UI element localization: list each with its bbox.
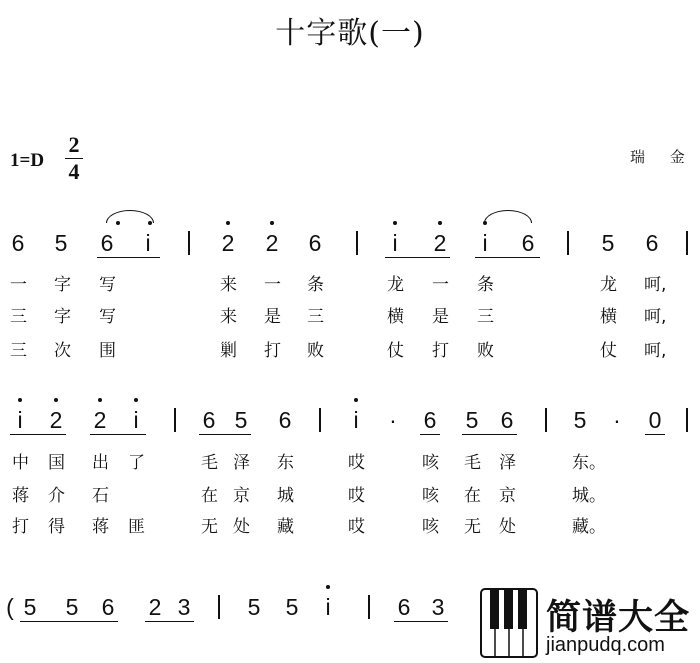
lyric-syllable: 败 — [477, 341, 494, 361]
composer-credit: 瑞 金 — [630, 148, 695, 166]
note: 6 — [423, 407, 437, 433]
underline — [10, 434, 66, 435]
lyric-syllable: 哎 — [348, 517, 365, 537]
lyric-syllable: 龙 — [600, 275, 617, 295]
note: 6 — [11, 230, 25, 256]
note: 3 — [431, 594, 445, 620]
note: i — [353, 407, 359, 433]
octave-dot — [354, 398, 358, 402]
note: i — [145, 230, 151, 256]
lyric-syllable: 毛 — [464, 453, 481, 473]
note: 5 — [234, 407, 248, 433]
augmentation-dot: · — [389, 407, 397, 433]
note: 5 — [601, 230, 615, 256]
augmentation-dot: · — [613, 407, 621, 433]
lyric-syllable: 匪 — [128, 517, 145, 537]
lyric-syllable: 打 — [12, 517, 29, 537]
note: 6 — [521, 230, 535, 256]
underline — [199, 434, 251, 435]
lyric-syllable: 藏 — [277, 517, 294, 537]
lyric-syllable: 来 — [220, 275, 237, 295]
key-signature: 1=D — [10, 150, 45, 171]
note: 5 — [285, 594, 299, 620]
lyric-syllable: 得 — [48, 517, 65, 537]
slur — [106, 210, 154, 223]
lyric-syllable: 咳 — [422, 517, 439, 537]
lyric-syllable: 咳 — [422, 453, 439, 473]
lyric-syllable: 围 — [99, 341, 116, 361]
note: 5 — [23, 594, 37, 620]
lyric-syllable: 一 — [432, 275, 449, 295]
lyric-syllable: 次 — [54, 341, 71, 361]
octave-dot — [54, 398, 58, 402]
rest-note: 0 — [648, 407, 662, 433]
underline — [97, 257, 160, 258]
underline — [394, 621, 448, 622]
octave-dot — [18, 398, 22, 402]
lyric-syllable: 了 — [128, 453, 145, 473]
lyric-syllable: 龙 — [387, 275, 404, 295]
note: i — [133, 407, 139, 433]
note: 6 — [278, 407, 292, 433]
lyric-syllable: 写 — [99, 307, 116, 327]
note: 6 — [308, 230, 322, 256]
lyric-syllable: 三 — [307, 307, 324, 327]
lyric-syllable: 石 — [92, 486, 109, 506]
underline — [385, 257, 450, 258]
lyric-syllable: 三 — [10, 341, 27, 361]
octave-dot — [270, 221, 274, 225]
time-signature — [63, 132, 85, 185]
watermark-brand: 简谱大全 — [546, 598, 691, 638]
lyric-syllable: 城 — [277, 486, 294, 506]
note: 2 — [49, 407, 63, 433]
lyric-syllable: 写 — [99, 275, 116, 295]
lyric-syllable: 毛 — [201, 453, 218, 473]
open-parenthesis: ( — [6, 594, 14, 620]
note: 5 — [65, 594, 79, 620]
lyric-syllable: 无 — [464, 517, 481, 537]
lyric-syllable: 打 — [264, 341, 281, 361]
underline — [145, 621, 194, 622]
watermark-url: jianpudq.com — [546, 634, 665, 656]
note: 6 — [397, 594, 411, 620]
lyric-syllable: 三 — [10, 307, 27, 327]
barline — [188, 231, 190, 255]
note: 2 — [148, 594, 162, 620]
lyric-syllable: 在 — [201, 486, 218, 506]
note: i — [392, 230, 398, 256]
lyric-syllable: 藏。 — [572, 517, 606, 537]
barline — [368, 595, 370, 619]
lyric-syllable: 一 — [10, 275, 27, 295]
slur — [484, 210, 532, 223]
barline — [218, 595, 220, 619]
note: 2 — [93, 407, 107, 433]
lyric-syllable: 呵, — [644, 275, 667, 295]
meter-denominator: 4 — [68, 159, 80, 184]
underline — [420, 434, 440, 435]
lyric-syllable: 处 — [499, 517, 516, 537]
lyric-syllable: 无 — [201, 517, 218, 537]
octave-dot — [98, 398, 102, 402]
octave-dot — [393, 221, 397, 225]
barline — [567, 231, 569, 255]
note: 3 — [177, 594, 191, 620]
barline — [356, 231, 358, 255]
lyric-syllable: 条 — [477, 275, 494, 295]
note: 2 — [221, 230, 235, 256]
octave-dot — [134, 398, 138, 402]
note: i — [482, 230, 488, 256]
lyric-syllable: 横 — [600, 307, 617, 327]
lyric-syllable: 横 — [387, 307, 404, 327]
barline — [545, 408, 547, 432]
octave-dot — [438, 221, 442, 225]
lyric-syllable: 蒋 — [92, 517, 109, 537]
lyric-syllable: 中 — [12, 453, 29, 473]
watermark-logo — [480, 588, 695, 658]
lyric-syllable: 泽 — [499, 453, 516, 473]
lyric-syllable: 败 — [307, 341, 324, 361]
lyric-syllable: 出 — [92, 453, 109, 473]
lyric-syllable: 哎 — [348, 486, 365, 506]
piano-keys-icon — [480, 588, 538, 658]
lyric-syllable: 是 — [264, 307, 281, 327]
meter-numerator: 2 — [68, 132, 80, 157]
note: i — [325, 594, 331, 620]
underline — [90, 434, 146, 435]
note: 6 — [100, 230, 114, 256]
lyric-syllable: 呵, — [644, 307, 667, 327]
barline — [174, 408, 176, 432]
note: 6 — [500, 407, 514, 433]
note: 5 — [247, 594, 261, 620]
note: 5 — [573, 407, 587, 433]
lyric-syllable: 咳 — [422, 486, 439, 506]
lyric-syllable: 打 — [432, 341, 449, 361]
note: i — [17, 407, 23, 433]
note: 2 — [433, 230, 447, 256]
underline — [645, 434, 665, 435]
lyric-syllable: 哎 — [348, 453, 365, 473]
barline — [686, 408, 688, 432]
lyric-syllable: 字 — [54, 307, 71, 327]
song-title: 十字歌(一) — [275, 16, 425, 51]
note: 6 — [202, 407, 216, 433]
lyric-syllable: 来 — [220, 307, 237, 327]
underline — [20, 621, 118, 622]
lyric-syllable: 在 — [464, 486, 481, 506]
lyric-syllable: 字 — [54, 275, 71, 295]
lyric-syllable: 呵, — [644, 341, 667, 361]
lyric-syllable: 国 — [48, 453, 65, 473]
note: 5 — [54, 230, 68, 256]
lyric-syllable: 一 — [264, 275, 281, 295]
lyric-syllable: 介 — [48, 486, 65, 506]
lyric-syllable: 仗 — [600, 341, 617, 361]
barline — [319, 408, 321, 432]
note: 6 — [645, 230, 659, 256]
lyric-syllable: 处 — [233, 517, 250, 537]
lyric-syllable: 是 — [432, 307, 449, 327]
note: 2 — [265, 230, 279, 256]
underline — [462, 434, 517, 435]
lyric-syllable: 剿 — [220, 341, 237, 361]
note: 6 — [101, 594, 115, 620]
octave-dot — [326, 585, 330, 589]
lyric-syllable: 蒋 — [12, 486, 29, 506]
underline — [475, 257, 540, 258]
barline — [686, 231, 688, 255]
lyric-syllable: 东。 — [572, 453, 606, 473]
lyric-syllable: 三 — [477, 307, 494, 327]
lyric-syllable: 京 — [499, 486, 516, 506]
lyric-syllable: 京 — [233, 486, 250, 506]
lyric-syllable: 条 — [307, 275, 324, 295]
note: 5 — [465, 407, 479, 433]
lyric-syllable: 泽 — [233, 453, 250, 473]
lyric-syllable: 仗 — [387, 341, 404, 361]
lyric-syllable: 东 — [277, 453, 294, 473]
lyric-syllable: 城。 — [572, 486, 606, 506]
octave-dot — [226, 221, 230, 225]
